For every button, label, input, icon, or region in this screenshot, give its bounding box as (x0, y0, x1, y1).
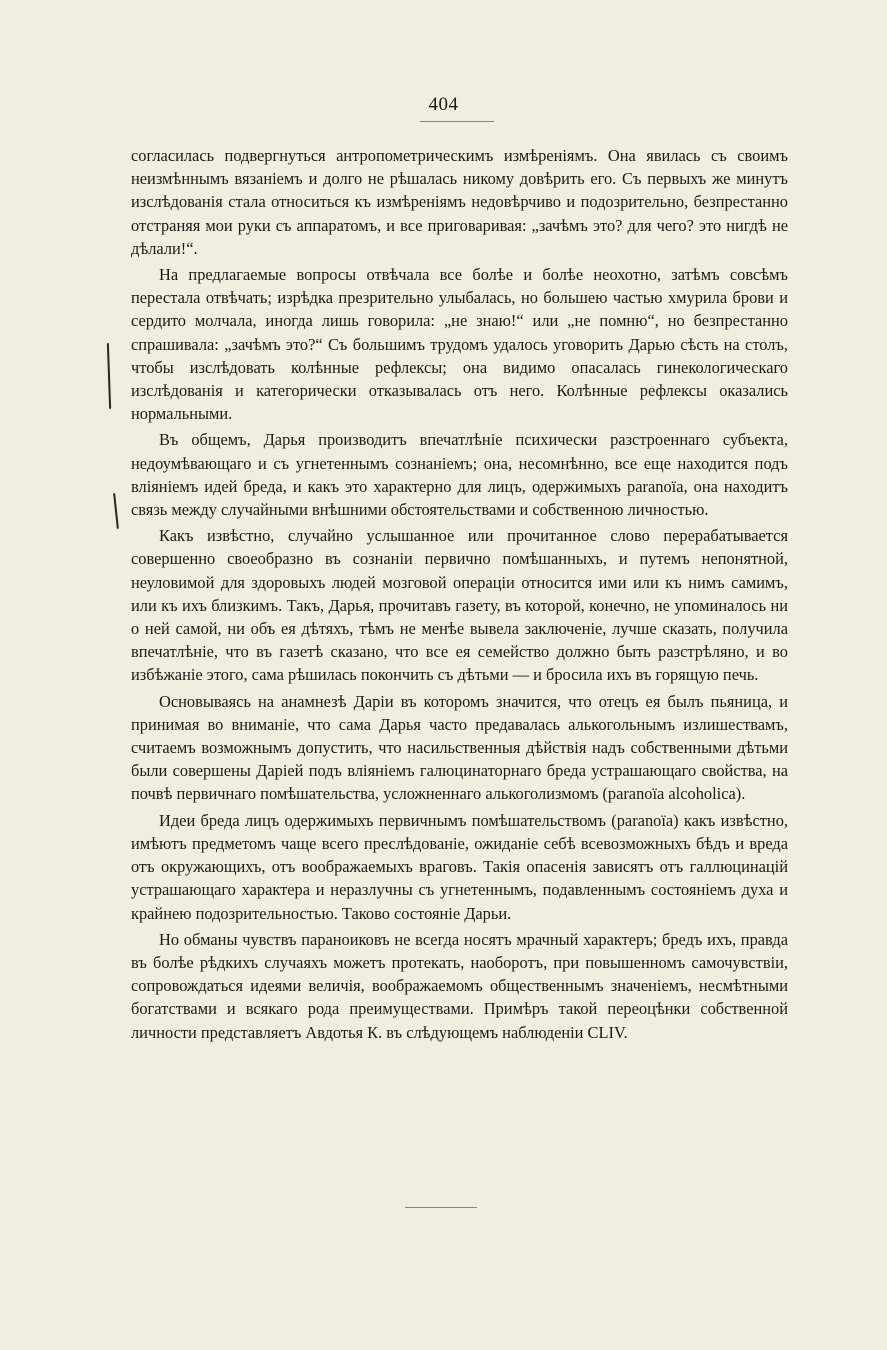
paragraph: Но обманы чувствъ параноиковъ не всегда носятъ мрачный характеръ; бредъ ихъ, правда въ болѣе рѣдкихъ случаяхъ можетъ протекать, наоборотъ, при повышенномъ самочувствіи, сопровождаться идеями величія, воображаемомъ общественнымъ значеніемъ, несмѣтными богатствами и всякаго рода преимуществами. Примѣръ такой переоцѣнки собственной личности представляетъ Авдотья К. въ слѣдующемъ наблюденіи CLIV. (131, 929, 788, 1042)
paragraph: Основываясь на анамнезѣ Даріи въ которомъ значится, что отецъ ея былъ пьяница, и принимая во вниманіе, что сама Дарья часто предавалась алькогольнымъ излишествамъ, считаемъ возможнымъ допустить, что насильственныя дѣйствія надъ собственными дѣтьми были совершены Даріей подъ вліяніемъ галюцинаторнаго бреда устрашающаго свойства, на почвѣ первичнаго помѣшательства, усложненнаго алькоголизмомъ (paranoïa alcoholica). (131, 691, 788, 804)
header-rule (420, 121, 494, 122)
margin-mark (113, 493, 119, 529)
text-body (131, 144, 788, 1044)
page-number: 404 (428, 94, 459, 115)
margin-mark (107, 343, 111, 409)
paragraph: согласилась подвергнуться антропометрическимъ измѣреніямъ. Она явилась съ своимъ неизмѣннымъ вязаніемъ и долго не рѣшалась никому довѣрить его. Съ первыхъ же минутъ изслѣдованія стала относиться къ измѣреніямъ недовѣрчиво и подозрительно, безпрестанно отстраняя мои руки съ аппаратомъ, и все приговаривая: „зачѣмъ это? для чего? это нигдѣ не дѣлали!“. (131, 146, 788, 258)
paragraph: На предлагаемые вопросы отвѣчала все болѣе и болѣе неохотно, затѣмъ совсѣмъ перестала отвѣчать; изрѣдка презрительно улыбалась, но большею частью хмурила брови и сердито молчала, иногда лишь говорила: „не знаю!“ или „не помню“, но безпрестанно спрашивала: „зачѣмъ это?“ Съ большимъ трудомъ удалось уговорить Дарью сѣсть на столъ, чтобы изслѣдовать колѣнные рефлексы; она видимо опасалась гинекологическаго изслѣдованія и категорически отказывалась отъ него. Колѣнные рефлексы оказались нормальными. (131, 265, 788, 424)
paragraph: Идеи бреда лицъ одержимыхъ первичнымъ помѣшательствомъ (paranoïa) какъ извѣстно, имѣютъ предметомъ чаще всего преслѣдованіе, ожиданіе себѣ всевозможныхъ бѣдъ и вреда отъ окружающихъ, отъ воображаемыхъ враговъ. Такія опасенія зависятъ отъ галлюцинацій устрашающаго характера и неразлучны съ угнетеннымъ, подавленнымъ состояніемъ духа и крайнею подозрительностью. Таково состояніе Дарьи. (131, 810, 788, 923)
paragraph: Какъ извѣстно, случайно услышанное или прочитанное слово перерабатывается совершенно своеобразно въ сознаніи первично помѣшанныхъ, и путемъ непонятной, неуловимой для здоровыхъ людей мозговой операціи относится ими или къ нимъ самимъ, или къ ихъ близкимъ. Такъ, Дарья, прочитавъ газету, въ которой, конечно, не упоминалось ни о ней самой, ни объ ея дѣтяхъ, тѣмъ не менѣе вывела заключеніе, лучше сказать, получила впечатлѣніе, что въ газетѣ сказано, что все ея семейство должно быть разстрѣляно, и во избѣжаніе этого, сама рѣшилась покончить съ дѣтьми — и бросила ихъ въ горящую печь. (131, 526, 788, 685)
paragraph: Въ общемъ, Дарья производитъ впечатлѣніе психически разстроеннаго субъекта, недоумѣвающаго и съ угнетеннымъ сознаніемъ; она, несомнѣнно, все еще находится подъ вліяніемъ идей бреда, и какъ это характерно для лицъ, одержимыхъ paranoïa, она находитъ связь между случайными внѣшними обстоятельствами и собственною личностью. (131, 430, 788, 520)
footer-rule (405, 1207, 477, 1208)
